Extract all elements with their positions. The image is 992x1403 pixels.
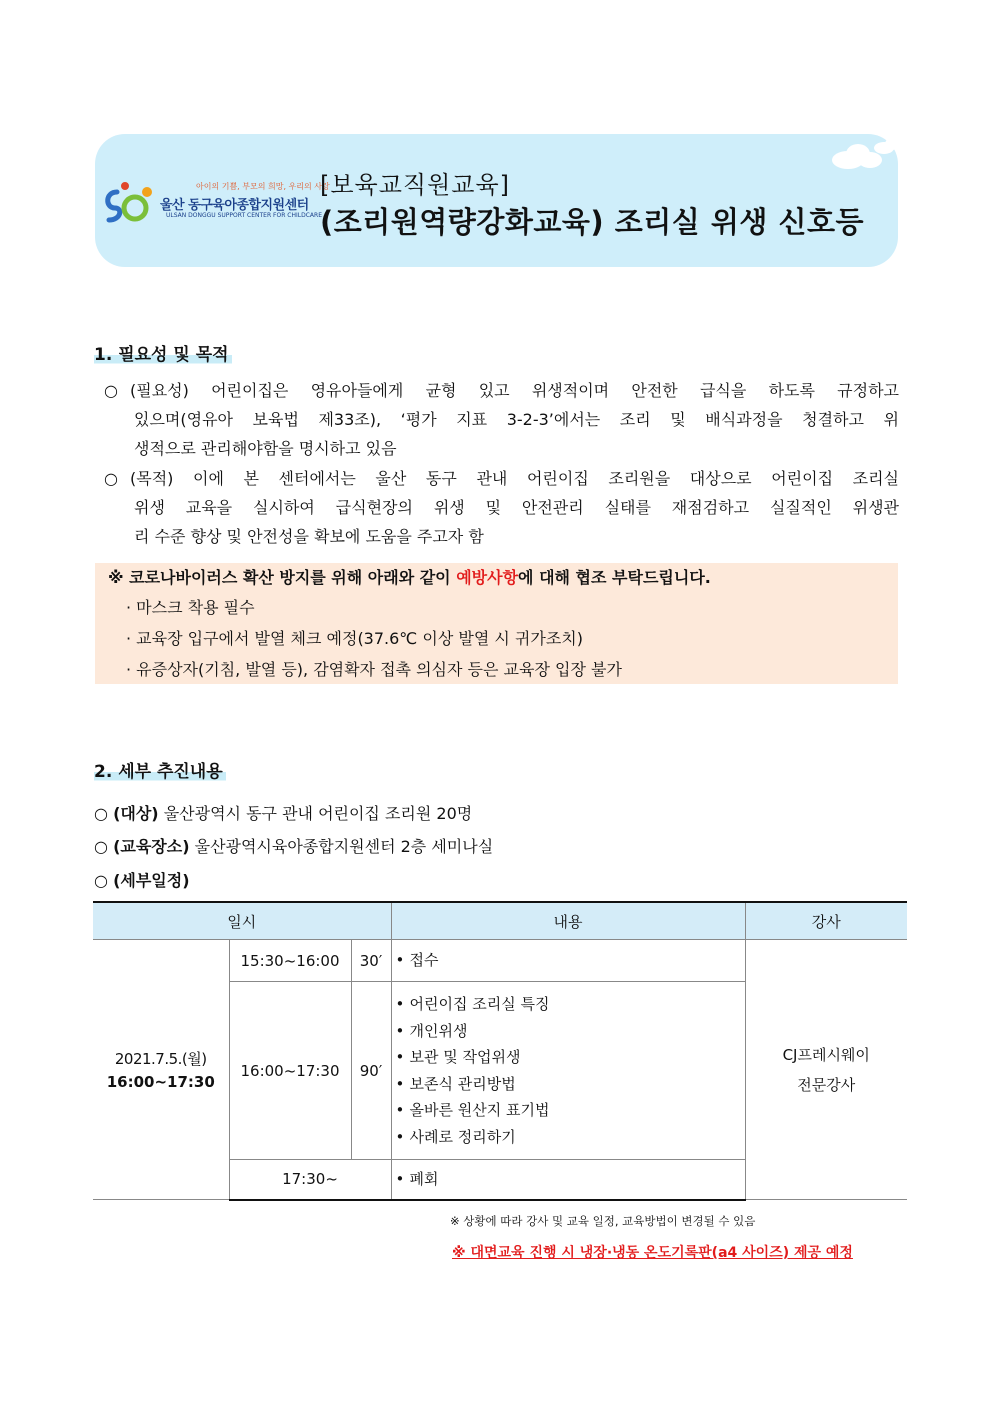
notice-highlight: 예방사항 [456,568,519,587]
notice-title: ※ 코로나바이러스 확산 방지를 위해 아래와 같이 예방사항에 대해 협조 부탁드립니다. [108,568,711,587]
section2-title: 2. 세부 추진내용 [94,757,226,782]
necessity-line3: 생적으로 관리해야함을 명시하고 있음 [134,439,397,458]
document-title: (조리원역량강화교육) 조리실 위생 신호등 [320,205,865,239]
circle-bullet-icon: ○ [104,469,118,488]
row-time: 17:30~ [229,1160,391,1200]
logo-english-name: ULSAN DONGGU SUPPORT CENTER FOR CHILDCARE [166,212,322,219]
instructor-cell [745,940,907,1200]
circle-bullet-icon: ○ [104,381,118,400]
circle-bullet-icon: ○ [94,804,108,823]
circle-bullet-icon: ○ [94,837,108,856]
purpose-paragraph [104,464,899,551]
table-row [93,940,907,982]
notice-item-fever: · 교육장 입구에서 발열 체크 예정(37.6℃ 이상 발열 시 귀가조치) [126,629,583,648]
header-datetime: 일시 [93,902,391,940]
circle-bullet-icon: ○ [94,871,108,890]
section1-title: 1. 필요성 및 목적 [94,340,232,365]
row-time: 15:30~16:00 [229,940,351,982]
row-time: 16:00~17:30 [229,982,351,1160]
row-content: • 어린이집 조리실 특징 • 개인위생 • 보관 및 작업위생 • 보존식 관리방법 • 올바른 원산지 표기법 • 사례로 정리하기 [391,982,745,1160]
schedule-item: ○ (세부일정) [94,871,190,890]
header-instructor: 강사 [745,902,907,940]
notice-item-mask: · 마스크 착용 필수 [126,598,255,617]
table-header-row [93,902,907,940]
document-category: [보육교직원교육] [320,171,511,199]
row-duration: 30′ [351,940,391,982]
date-text: 2021.7.5.(월) [114,1050,207,1068]
provision-notice: ※ 대면교육 진행 시 냉장·냉동 온도기록판(a4 사이즈) 제공 예정 [452,1245,853,1261]
necessity-paragraph [104,376,899,463]
logo-slogan: 아이의 기쁨, 부모의 희망, 우리의 사랑 [196,182,330,191]
cloud-icon [818,134,902,176]
row-content: • 접수 [391,940,745,982]
purpose-line3: 리 수준 향상 및 안전성을 확보에 도움을 주고자 함 [134,527,484,546]
necessity-line1: (필요성) 어린이집은 영유아들에게 균형 있고 위생적이며 안전한 급식을 하도록 규정하고 [130,381,899,400]
change-notice: ※ 상황에 따라 강사 및 교육 일정, 교육방법이 변경될 수 있음 [450,1214,756,1228]
instructor-title: 전문강사 [797,1075,856,1094]
purpose-line2: 위생 교육을 실시하여 급식현장의 위생 및 안전관리 실태를 재점검하고 실질적인 위생관 [134,498,899,517]
time-text: 16:00~17:30 [106,1073,215,1091]
place-item: ○ (교육장소) 울산광역시육아종합지원센터 2층 세미나실 [94,837,494,856]
date-cell [93,940,229,1200]
instructor-company: CJ프레시웨이 [782,1045,870,1064]
header-content: 내용 [391,902,745,940]
row-duration: 90′ [351,982,391,1160]
notice-item-symptom: · 유증상자(기침, 발열 등), 감염확자 접촉 의심자 등은 교육장 입장 불가 [126,660,622,679]
target-item: ○ (대상) 울산광역시 동구 관내 어린이집 조리원 20명 [94,804,473,823]
schedule-table [93,901,907,1201]
row-content: • 폐회 [391,1160,745,1200]
necessity-line2: 있으며(영유아 보육법 제33조), ‘평가 지표 3-2-3’에서는 조리 및 배식과정을 청결하고 위 [134,410,899,429]
logo-name: 울산 동구육아종합지원센터 [160,198,309,213]
purpose-line1: (목적) 이에 본 센터에서는 울산 동구 관내 어린이집 조리원을 대상으로 어린이집 조리실 [130,469,899,488]
